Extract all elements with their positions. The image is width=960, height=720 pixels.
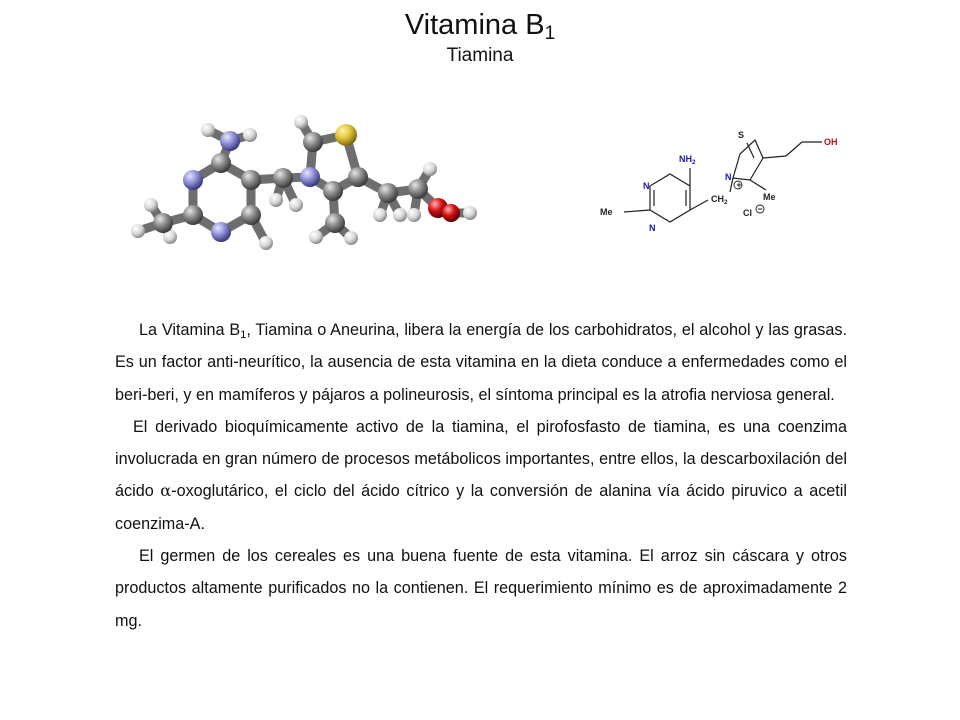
- pyrimidine-n-top-label: N: [643, 181, 650, 191]
- methyl-left-label: Me: [600, 207, 613, 217]
- page-subtitle: Tiamina: [446, 45, 514, 66]
- paragraph-1: La Vitamina $B_1$, Tiamina o Aneurina, libera la energía de los carbohidratos, el alcohol y las grasas. Es un factor anti-neurítico, la ausencia de esta vitamina en la dieta conduce a enfermedades como el beri-beri, y en mamíferos y pájaros a polineurosis, el síntoma principal es la atrofia nerviosa general.: [115, 321, 847, 404]
- plus-charge-label: +: [736, 180, 742, 190]
- title-text: Vitamina B: [404, 9, 545, 41]
- paragraph-3: El germen de los cereales es una buena fuente de esta vitamina. El arroz sin cáscara y otros productos altamente purificados no la contienen. El requerimiento mínimo es de aproximadamente 2 mg.: [115, 547, 847, 630]
- title-subscript: 1: [544, 23, 556, 44]
- hydroxyl-label: OH: [824, 137, 838, 147]
- pyrimidine-n-bottom-label: N: [649, 223, 656, 233]
- chloride-label: Cl: [743, 208, 752, 218]
- alpha-symbol: α: [160, 481, 172, 501]
- paragraph-2: El derivado bioquímicamente activo de la tiamina, el pirofosfasto de tiamina, es una coenzima involucrada en gran número de procesos metábolicos importantes, entre ellos, la descarboxilación del ácido α-oxoglutárico, el ciclo del ácido cítrico y la conversión de alanina vía ácido piruvico a acetil coenzima-A.: [115, 417, 847, 533]
- ball-and-stick-molecule: [118, 105, 488, 265]
- sulfur-label: S: [738, 130, 745, 140]
- minus-charge-label: −: [757, 204, 763, 214]
- thiazole-n-label: N: [725, 172, 732, 182]
- amine-label: $NH_2$: [679, 154, 696, 166]
- skeletal-formula: [590, 120, 860, 245]
- methyl-right-label: Me: [763, 192, 776, 202]
- methylene-label: $CH_2$: [711, 194, 728, 206]
- article-body: [115, 314, 847, 637]
